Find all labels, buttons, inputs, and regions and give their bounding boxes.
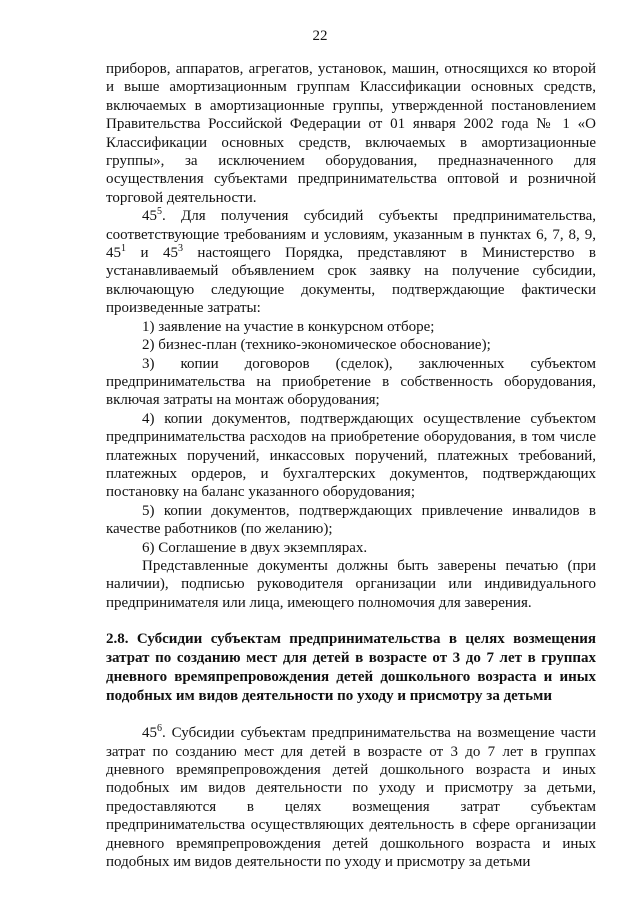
list-item: 4) копии документов, подтверждающих осуществление субъектом предпринимательства расходов на приобретение оборудования, в том числе платежных поручений, инкассовых поручений, платежных требований, платежных ордеров, и бухгалтерских документов, подтверждающих постановку на баланс указанного оборудования; (106, 410, 596, 501)
clause-45-6-paragraph (106, 724, 596, 871)
reference-superscript: 1 (121, 243, 126, 255)
certification-paragraph: Представленные документы должны быть заверены печатью (при наличии), подписью руководителя организации или индивидуального предпринимателя или лица, имеющего полномочия для заверения. (106, 557, 596, 611)
clause-superscript: 6 (157, 723, 162, 735)
clause-number: 45 (142, 725, 157, 742)
reference-number: 45 (106, 245, 121, 262)
page-number: 22 (312, 28, 328, 44)
list-item: 6) Соглашение в двух экземплярах. (142, 539, 368, 556)
document-body (106, 60, 596, 871)
intro-paragraph: приборов, аппаратов, агрегатов, установок, машин, относящихся ко второй и выше амортизационным группам Классификации основных средств, включаемых в амортизационные группы, утвержденной постановлением Правительства Российской Федерации от 01 января 2002 года № 1 «О Классификации основных средств, включаемых в амортизационные группы», за исключением оборудования, предназначенного для осуществления субъектами предпринимательства оптовой и розничной торговой деятельности. (106, 61, 596, 206)
clause-45-5-paragraph (106, 207, 596, 317)
reference-number: 45 (162, 245, 178, 262)
reference-superscript: 3 (177, 243, 183, 255)
list-item: 2) бизнес-план (технико-экономическое обоснование); (142, 337, 491, 354)
conjunction: и (126, 245, 163, 262)
spacer (106, 612, 596, 630)
clause-number: 45 (142, 208, 157, 225)
clause-superscript: 5 (157, 206, 162, 218)
clause-text: . Субсидии субъектам предпринимательства на возмещение части затрат по созданию мест для детей в возрасте от 3 до 7 лет в группах дневного времяпрепровождения детей дошкольного возраста и иных подобных им видов деятельности по уходу и присмотру за детьми, предоставляются в целях возмещения затрат субъектам предпринимательства осуществляющих деятельность в сфере организации дневного времяпрепровождения детей дошкольного возраста и иных подобных им видов деятельности по уходу и присмотру за детьми (106, 725, 596, 871)
clause-text-b: настоящего Порядка, представляют в Министерство в устанавливаемый объявлением срок заявку на получение субсидии, включающую следующие документы, подтверждающие фактически произведенные затраты: (106, 245, 596, 317)
list-item: 5) копии документов, подтверждающих привлечение инвалидов в качестве работников (по желанию); (106, 502, 596, 538)
clause-text-a: . Для получения субсидий субъекты предпринимательства, соответствующие требованиям и условиям, указанным в пунктах 6, 7, 8, 9, (106, 208, 596, 243)
list-item: 3) копии договоров (сделок), заключенных субъектом предпринимательства на приобретение в собственность оборудования, включая затраты на монтаж оборудования; (106, 355, 596, 409)
spacer (106, 706, 596, 724)
list-item: 1) заявление на участие в конкурсном отборе; (142, 318, 435, 335)
section-heading: 2.8. Субсидии субъектам предпринимательства в целях возмещения затрат по созданию мест для детей в возрасте от 3 до 7 лет в группах дневного времяпрепровождения детей дошкольного возраста и иных подобных им видов деятельности по уходу и присмотру за детьми (106, 631, 596, 705)
